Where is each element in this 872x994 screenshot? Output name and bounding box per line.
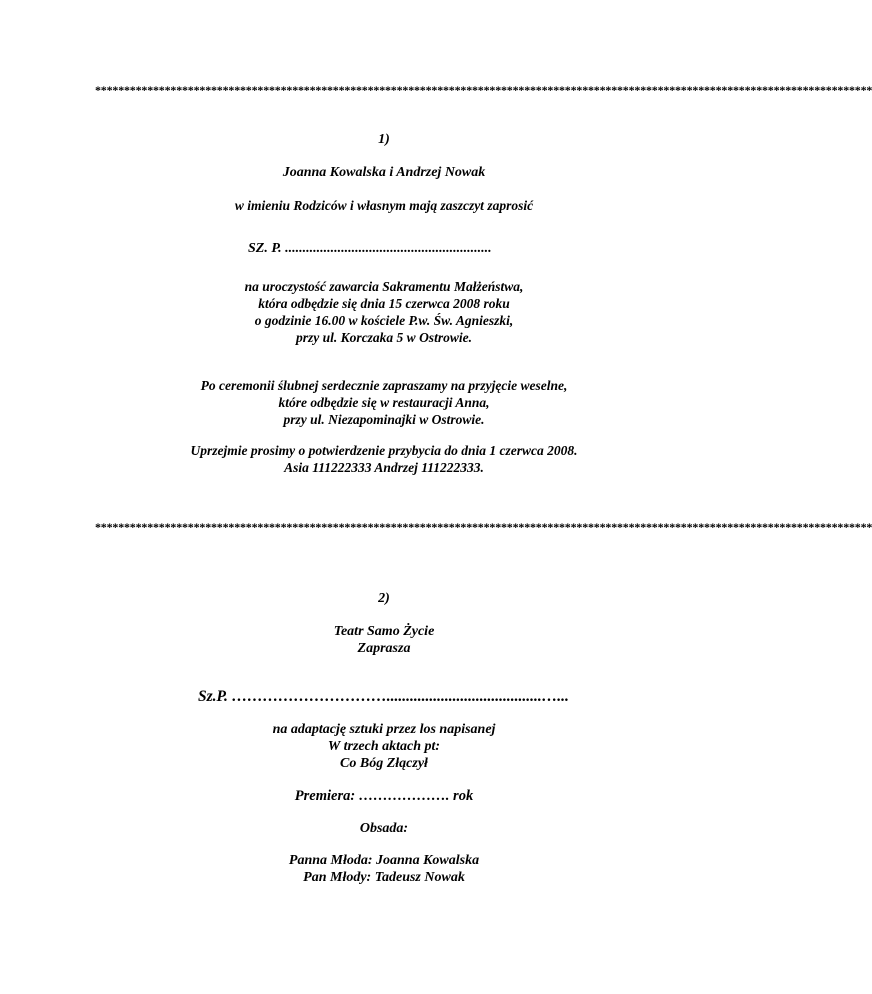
invitation-2-cast-line: Panna Młoda: Joanna Kowalska: [288, 853, 480, 868]
invitation-1-intro: w imieniu Rodziców i własnym mają zaszczyt zaprosić: [234, 198, 534, 213]
invitation-2-play-line: Co Bóg Złączył: [340, 756, 428, 771]
separator-top: **************************************************************************************************************************************: [95, 83, 872, 97]
invitation-2-premiere: Premiera: ………………. rok: [294, 788, 474, 804]
invitation-1-event-line: która odbędzie się dnia 15 czerwca 2008 roku: [258, 296, 510, 311]
invitation-1-reception-line: które odbędzie się w restauracji Anna,: [278, 395, 490, 410]
invitation-1-event-line: na uroczystość zawarcia Sakramentu Małżeństwa,: [244, 279, 524, 294]
invitation-2-play-line: W trzech aktach pt:: [327, 739, 441, 754]
separator-middle: **************************************************************************************************************************************: [95, 520, 872, 534]
invitation-2-theatre-line: Zaprasza: [357, 641, 411, 656]
invitation-2-play-line: na adaptację sztuki przez los napisanej: [272, 722, 496, 737]
invitation-1-event-line: przy ul. Korczaka 5 w Ostrowie.: [296, 330, 472, 345]
invitation-1-hosts: Joanna Kowalska i Andrzej Nowak: [282, 165, 486, 180]
invitation-2-cast-heading: Obsada:: [359, 821, 409, 836]
invitation-2-addressee: Sz.P. …………………………........................................…...: [198, 688, 569, 705]
invitation-1-reception-line: przy ul. Niezapominajki w Ostrowie.: [283, 412, 485, 427]
invitation-1-number: 1): [378, 132, 390, 147]
invitation-1-addressee: SZ. P. ...........................................................: [248, 241, 492, 256]
invitation-2-number: 2): [378, 591, 390, 606]
invitation-2-theatre-line: Teatr Samo Życie: [333, 624, 435, 639]
invitation-1-reception-line: Po ceremonii ślubnej serdecznie zapraszamy na przyjęcie weselne,: [200, 378, 568, 393]
invitation-1-rsvp-line: Uprzejmie prosimy o potwierdzenie przybycia do dnia 1 czerwca 2008.: [190, 443, 578, 458]
invitation-2-cast-line: Pan Młody: Tadeusz Nowak: [303, 870, 465, 885]
invitation-1-event-line: o godzinie 16.00 w kościele P.w. Św. Agnieszki,: [254, 313, 514, 328]
invitation-1-rsvp-line: Asia 111222333 Andrzej 111222333.: [284, 460, 484, 475]
